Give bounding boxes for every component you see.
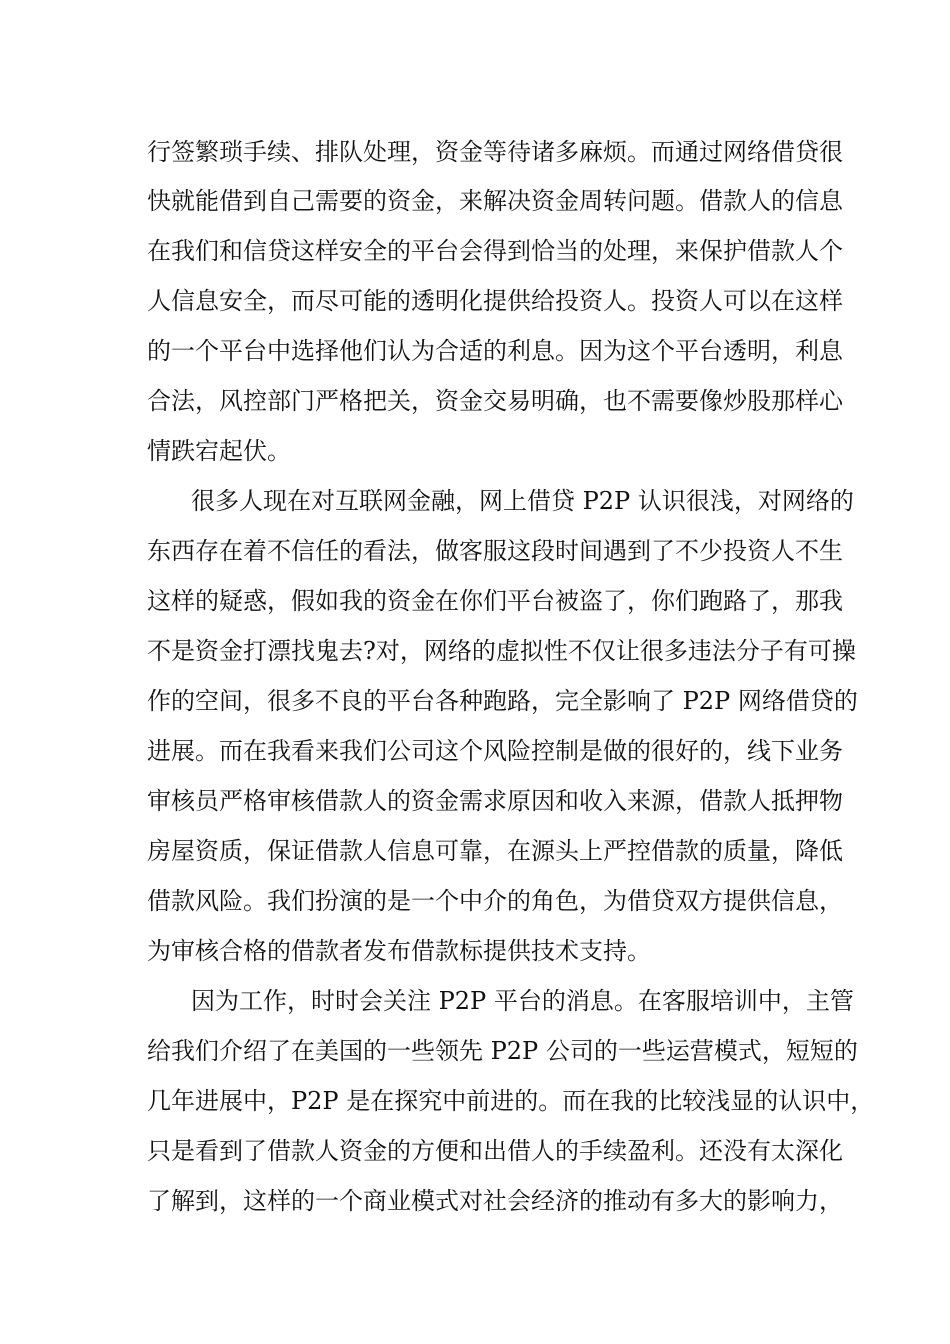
paragraph-2-line-2: 东西存在着不信任的看法，做客服这段时间遇到了不少投资人不生 (147, 537, 843, 565)
paragraph-3-line-1: 因为工作，时时会关注 P2P 平台的消息。在客服培训中，主管 (191, 987, 854, 1015)
paragraph-3-line-5: 了解到，这样的一个商业模式对社会经济的推动有多大的影响力， (147, 1187, 843, 1215)
paragraph-1-line-5: 的一个平台中选择他们认为合适的利息。因为这个平台透明，利息 (147, 337, 843, 365)
paragraph-2-line-5: 作的空间，很多不良的平台各种跑路，完全影响了 P2P 网络借贷的 (147, 687, 858, 715)
paragraph-1-line-7: 情跌宕起伏。 (147, 437, 291, 465)
paragraph-2-line-9: 借款风险。我们扮演的是一个中介的角色，为借贷双方提供信息， (147, 887, 843, 915)
paragraph-3-line-2: 给我们介绍了在美国的一些领先 P2P 公司的一些运营模式，短短的 (147, 1037, 858, 1065)
paragraph-2-line-4: 不是资金打漂找鬼去?对，网络的虚拟性不仅让很多违法分子有可操 (147, 637, 856, 665)
paragraph-1-line-3: 在我们和信贷这样安全的平台会得到恰当的处理，来保护借款人个 (147, 237, 843, 265)
paragraph-2-line-3: 这样的疑惑，假如我的资金在你们平台被盗了，你们跑路了，那我 (147, 587, 843, 615)
paragraph-1-line-6: 合法，风控部门严格把关，资金交易明确，也不需要像炒股那样心 (147, 387, 843, 415)
paragraph-3-line-4: 只是看到了借款人资金的方便和出借人的手续盈利。还没有太深化 (147, 1137, 843, 1165)
paragraph-1-line-2: 快就能借到自己需要的资金，来解决资金周转问题。借款人的信息 (147, 187, 843, 215)
paragraph-1-line-1: 行签繁琐手续、排队处理，资金等待诸多麻烦。而通过网络借贷很 (147, 138, 843, 166)
paragraph-2-line-1: 很多人现在对互联网金融，网上借贷 P2P 认识很浅，对网络的 (191, 487, 854, 515)
paragraph-2-line-6: 进展。而在我看来我们公司这个风险控制是做的很好的，线下业务 (147, 737, 843, 765)
paragraph-1-line-4: 人信息安全，而尽可能的透明化提供给投资人。投资人可以在这样 (147, 287, 843, 315)
paragraph-3-line-3: 几年进展中，P2P 是在探究中前进的。而在我的比较浅显的认识中， (147, 1087, 875, 1115)
paragraph-2-line-7: 审核员严格审核借款人的资金需求原因和收入来源，借款人抵押物 (147, 787, 843, 815)
paragraph-2-line-10: 为审核合格的借款者发布借款标提供技术支持。 (147, 937, 651, 965)
paragraph-2-line-8: 房屋资质，保证借款人信息可靠，在源头上严控借款的质量，降低 (147, 837, 843, 865)
